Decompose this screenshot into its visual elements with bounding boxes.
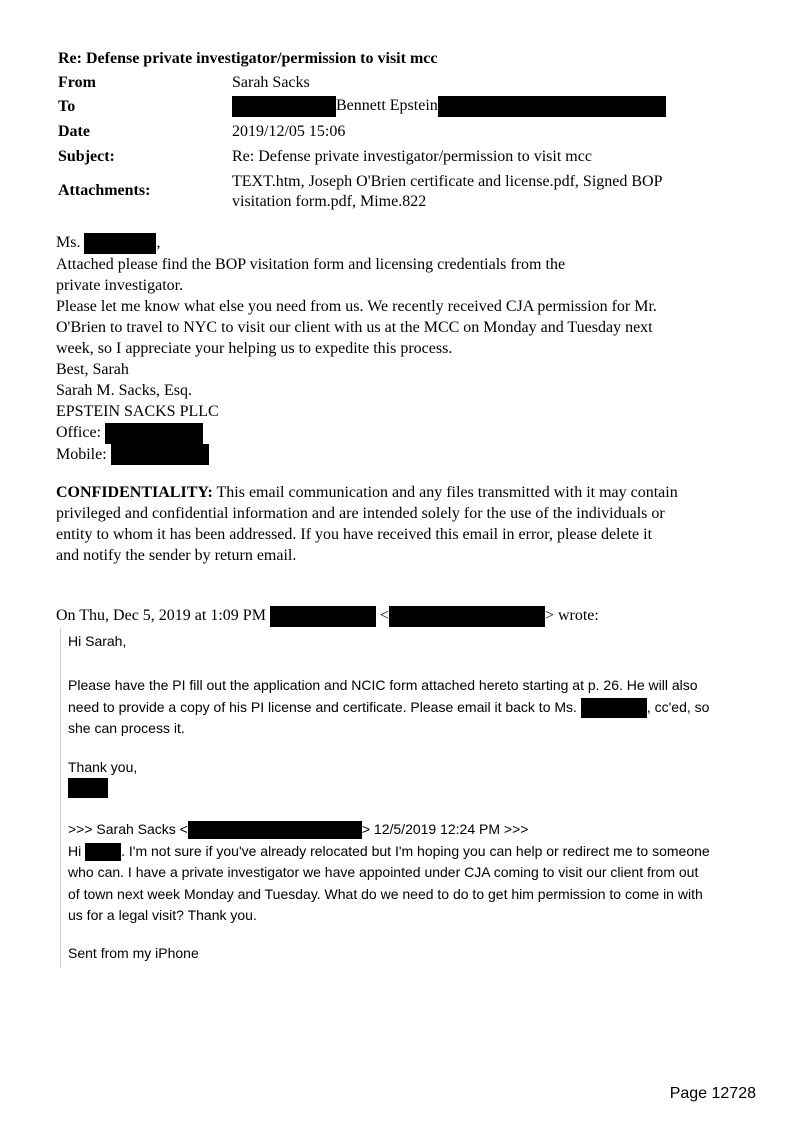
salutation — [56, 232, 756, 254]
body-line: private investigator. — [56, 276, 184, 294]
salutation-prefix: Ms. — [56, 234, 81, 251]
body-line: Please let me know what else you need from us. We recently received CJA permission for Mr. — [56, 297, 657, 315]
redaction-block — [68, 778, 108, 798]
email-title: Re: Defense private investigator/permission to visit mcc — [58, 50, 438, 67]
quoted-line-text: need to provide a copy of his PI license and certificate. Please email it back to Ms. — [68, 698, 577, 715]
quoted-line-text: , cc'ed, so — [646, 698, 710, 715]
confidentiality-line: entity to whom it has been addressed. If you have received this email in error, please delete it — [56, 526, 653, 543]
quoted-header — [56, 605, 756, 627]
redaction-block — [84, 233, 156, 254]
forwarded-hi: Hi — [68, 842, 82, 859]
redaction-block — [270, 606, 376, 627]
signature-name: Sarah M. Sacks, Esq. — [56, 381, 192, 399]
to-label: To — [58, 98, 76, 115]
redaction-block — [438, 96, 666, 117]
attachments-line: visitation form.pdf, Mime.822 — [232, 193, 427, 210]
attachments-line: TEXT.htm, Joseph O'Brien certificate and license.pdf, Signed BOP — [232, 173, 663, 190]
email-body — [56, 232, 756, 465]
page-number: Page 12728 — [669, 1085, 756, 1102]
confidentiality-line: privileged and confidential information and are intended solely for the use of the individuals or — [56, 505, 665, 522]
redaction-block — [85, 843, 121, 861]
mobile-line — [56, 444, 756, 466]
forwarded-from: >>> Sarah Sacks < — [68, 821, 188, 837]
mobile-label: Mobile: — [56, 445, 107, 463]
to-value-row — [232, 96, 666, 117]
date-value: 2019/12/05 15:06 — [232, 123, 346, 140]
attachments-label: Attachments: — [58, 182, 151, 199]
subject-label: Subject: — [58, 148, 115, 165]
sent-from: Sent from my iPhone — [68, 945, 199, 961]
redaction-block — [389, 606, 545, 627]
confidentiality-notice — [56, 482, 756, 566]
attachments-value — [232, 172, 662, 212]
quoted-line: Please have the PI fill out the application and NCIC form attached hereto starting at p. 26. He will also — [68, 677, 698, 693]
quoted-line: she can process it. — [68, 720, 185, 736]
quoted-message — [68, 675, 758, 740]
quoted-on-prefix: On Thu, Dec 5, 2019 at 1:09 PM — [56, 607, 266, 624]
quoted-greeting: Hi Sarah, — [68, 633, 127, 649]
redaction-block — [105, 423, 203, 444]
from-label: From — [58, 74, 96, 91]
forwarded-line: of town next week Monday and Tuesday. What do we need to do to get him permission to come in with — [68, 885, 703, 902]
forwarded-line: us for a legal visit? Thank you. — [68, 907, 257, 923]
confidentiality-line: and notify the sender by return email. — [56, 547, 297, 564]
forwarded-message — [68, 819, 758, 927]
signature-firm: EPSTEIN SACKS PLLC — [56, 402, 219, 420]
to-value: Bennett Epstein — [336, 97, 438, 115]
quoted-wrote: > wrote: — [544, 607, 599, 624]
signoff: Best, Sarah — [56, 360, 129, 378]
redaction-block — [111, 444, 209, 465]
forwarded-text: . I'm not sure if you've already relocated but I'm hoping you can help or redirect me to someone — [121, 842, 710, 859]
office-line — [56, 422, 756, 444]
from-value: Sarah Sacks — [232, 74, 310, 91]
subject-value: Re: Defense private investigator/permission to visit mcc — [232, 148, 592, 165]
body-line: Attached please find the BOP visitation form and licensing credentials from the — [56, 255, 566, 273]
redaction-block — [188, 821, 362, 839]
salutation-suffix: , — [156, 234, 161, 251]
redaction-block — [232, 96, 336, 117]
forwarded-line: who can. I have a private investigator we have appointed under CJA coming to visit our client from out — [68, 864, 699, 880]
confidentiality-text: This email communication and any files transmitted with it may contain — [212, 484, 678, 501]
body-line: week, so I appreciate your helping us to expedite this process. — [56, 339, 453, 357]
quoted-line — [68, 697, 758, 719]
office-label: Office: — [56, 423, 102, 441]
quoted-lt: < — [379, 607, 389, 624]
confidentiality-line — [56, 482, 756, 503]
quoted-thanks: Thank you, — [68, 759, 138, 775]
confidentiality-label: CONFIDENTIALITY: — [56, 484, 213, 501]
body-line: O'Brien to travel to NYC to visit our client with us at the MCC on Monday and Tuesday next — [56, 318, 653, 336]
date-label: Date — [58, 123, 90, 140]
forwarded-date: > 12/5/2019 12:24 PM >>> — [361, 821, 529, 837]
redaction-block — [581, 698, 647, 718]
forwarded-header — [68, 819, 758, 841]
forwarded-line — [68, 841, 758, 863]
